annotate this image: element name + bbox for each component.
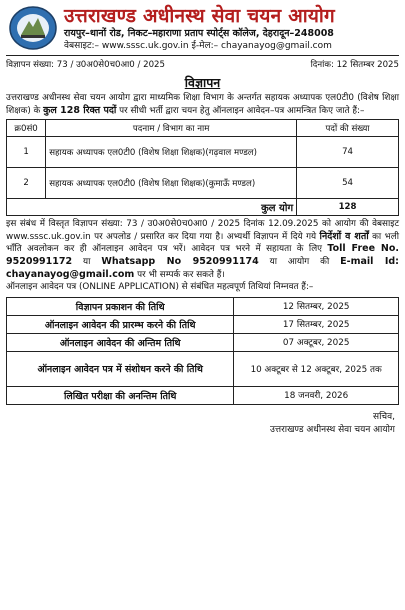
table-row: ऑनलाइन आवेदन की अन्तिम तिथि 07 अक्टूबर, 2025 [7, 333, 399, 351]
table-header-row [7, 120, 399, 137]
details-paragraph: इस संबंध में विस्तृत विज्ञापन संख्या: 73 / उ0अ0से0च0आ0 / 2025 दिनांक 12.09.2025 को आयोग की वेबसाइट www.sssc.uk.gov.in पर अपलोड / प्रसारित कर दिया गया है। अभ्यर्थी विज्ञापन में दिये गये निर्देशों व शर्तों का भली भाँति अवलोकन कर ही ऑनलाइन आवेदन पत्र भरें। आवेदन पत्र भरने में सहायता के लिए Toll Free No. 9520991172 या Whatsapp No 9520991174 या आयोग की E-mail Id: chayanayog@gmail.com पर भी सम्पर्क कर सकते हैं। ऑनलाइन आवेदन पत्र (ONLINE APPLICATION) से संबंधित महत्वपूर्ण तिथियां निम्नवत हैं:– [6, 219, 399, 293]
org-address: रायपुर–थानों रोड, निकट–महाराणा प्रताप स्पोर्ट्स कॉलेज, देहरादून–248008 [64, 27, 334, 39]
signature-block [6, 411, 399, 437]
letterhead [6, 4, 399, 56]
col-sn: क्र0सं0 [7, 120, 46, 137]
email-link[interactable]: chayanayog@gmail.com [221, 40, 332, 51]
important-dates-table [6, 297, 399, 405]
signatory-title: सचिव, [373, 411, 395, 422]
col-count: पदों की संख्या [297, 120, 399, 137]
advt-number: विज्ञापन संख्या: 73 / उ0अ0से0च0आ0 / 2025 [6, 60, 165, 70]
col-post: पदनाम / विभाग का नाम [46, 120, 297, 137]
table-row: 1 सहायक अध्यापक एल0टी0 (विशेष शिक्षा शिक्षक)(गढ़वाल मण्डल) 74 [7, 137, 399, 168]
table-row: लिखित परीक्षा की अनन्तिम तिथि 18 जनवरी, 2026 [7, 386, 399, 404]
whatsapp-number[interactable]: Whatsapp No 9520991174 [101, 255, 259, 267]
email-contact[interactable]: E-mail Id: chayanayog@gmail.com [6, 255, 399, 280]
tollfree-number[interactable]: Toll Free No. 9520991172 [6, 243, 399, 267]
signatory-org: उत्तराखण्ड अधीनस्थ सेवा चयन आयोग [269, 424, 395, 435]
dates-intro: ऑनलाइन आवेदन पत्र (ONLINE APPLICATION) से संबंधित महत्वपूर्ण तिथियां निम्नवत हैं:– [6, 282, 314, 293]
contact-line: वेबसाइट:– www.sssc.uk.gov.in ई-मेल:– chayanayog@gmail.com [64, 40, 332, 51]
notice-title: विज्ञापन [184, 75, 221, 90]
table-row: ऑनलाइन आवेदन की प्रारम्भ करने की तिथि 17 सितम्बर, 2025 [7, 315, 399, 333]
table-row: विज्ञापन प्रकाशन की तिथि 12 सितम्बर, 2025 [7, 297, 399, 315]
reference-line [6, 58, 399, 70]
total-row: कुल योग 128 [7, 199, 399, 216]
commission-logo [6, 4, 60, 52]
table-row: ऑनलाइन आवेदन पत्र में संशोधन करने की तिथि 10 अक्टूबर से 12 अक्टूबर, 2025 तक [7, 351, 399, 386]
vacancy-table [6, 119, 399, 216]
org-name: उत्तराखण्ड अधीनस्थ सेवा चयन आयोग [64, 4, 335, 27]
table-row: 2 सहायक अध्यापक एल0टी0 (विशेष शिक्षा शिक्षक)(कुमाऊँ मण्डल) 54 [7, 168, 399, 199]
advt-date: दिनांक: 12 सितम्बर 2025 [310, 60, 399, 70]
intro-paragraph: उत्तराखण्ड अधीनस्थ सेवा चयन आयोग द्वारा माध्यमिक शिक्षा विभाग के अन्तर्गत सहायक अध्यापक एल0टी0 (विशेष शिक्षा शिक्षक) के कुल 128 रिक्त पदों पर सीधी भर्ती द्वारा चयन हेतु ऑनलाइन आवेदन–पत्र आमन्त्रित किए जाते हैं:– [6, 93, 399, 116]
website-link[interactable]: www.sssc.uk.gov.in [101, 40, 189, 51]
emblem-icon [8, 5, 58, 51]
